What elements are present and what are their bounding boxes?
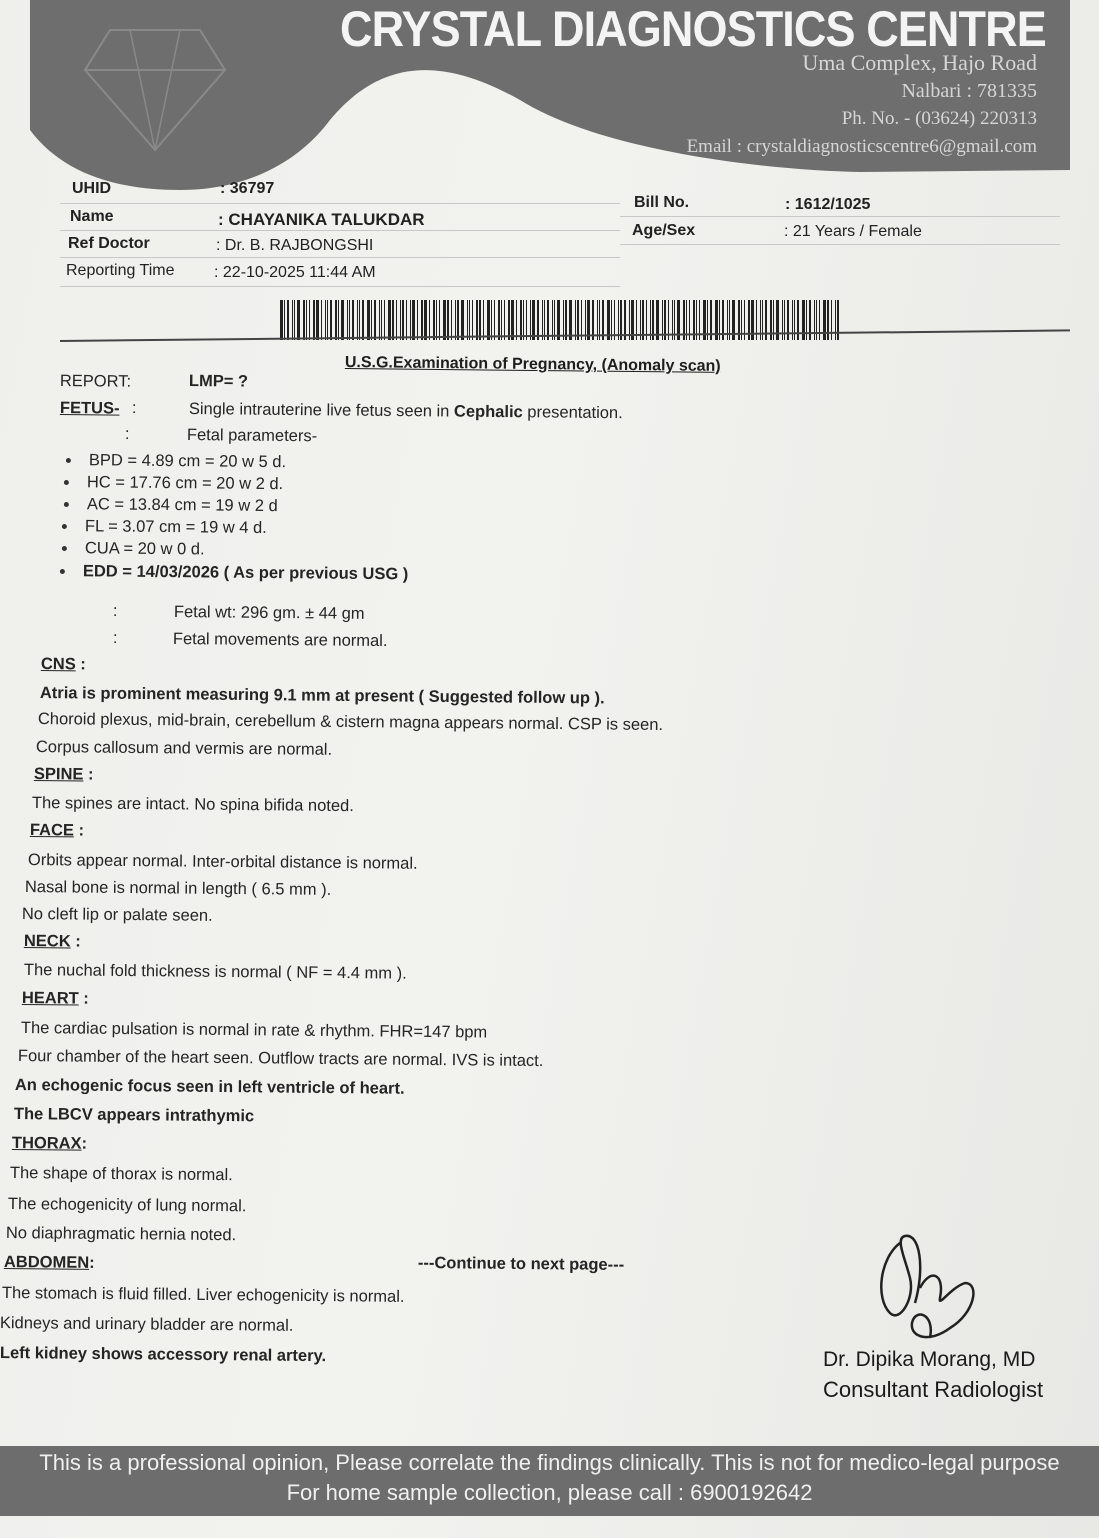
- cns-heading: CNS :: [40, 655, 86, 674]
- email-address: Email : crystaldiagnosticscentre6@gmail.com: [686, 136, 1037, 157]
- report-label: REPORT:: [59, 372, 132, 391]
- bill-no-label: Bill No.: [634, 194, 690, 211]
- abdomen-line-3: Left kidney shows accessory renal artery.: [0, 1344, 327, 1366]
- fetal-weight: Fetal wt: 296 gm. ± 44 gm: [173, 603, 365, 623]
- heart-line-1: The cardiac pulsation is normal in rate & rhythm. FHR=147 bpm: [20, 1019, 488, 1042]
- reporting-time-value: : 22-10-2025 11:44 AM: [214, 264, 376, 281]
- radiologist-designation: Consultant Radiologist: [823, 1377, 1044, 1402]
- cns-line-3: Corpus callosum and vermis are normal.: [35, 738, 333, 759]
- cns-line-1: Atria is prominent measuring 9.1 mm at present ( Suggested follow up ).: [39, 684, 605, 708]
- list-item: EDD = 14/03/2026 ( As per previous USG ): [60, 562, 409, 584]
- fetal-wt-separator: :: [112, 602, 118, 621]
- cns-line-2: Choroid plexus, mid-brain, cerebellum & cistern magna appears normal. CSP is seen.: [37, 710, 664, 735]
- divider: [60, 286, 620, 287]
- face-line-2: Nasal bone is normal in length ( 6.5 mm ).: [24, 878, 332, 899]
- lmp-text: LMP= ?: [188, 372, 249, 391]
- divider: [60, 230, 620, 231]
- uhid-value: : 36797: [220, 180, 275, 197]
- divider: [620, 216, 1060, 217]
- address-line2: Nalbari : 781335: [901, 80, 1037, 102]
- ref-doctor-value: : Dr. B. RAJBONGSHI: [216, 237, 374, 254]
- divider: [60, 257, 620, 258]
- list-item: AC = 13.84 cm = 19 w 2 d: [64, 495, 278, 516]
- name-value: : CHAYANIKA TALUKDAR: [218, 210, 425, 229]
- ref-doctor-label: Ref Doctor: [68, 235, 150, 252]
- address-line1: Uma Complex, Hajo Road: [802, 50, 1037, 75]
- thorax-heading: THORAX:: [11, 1134, 88, 1153]
- fetus-separator: :: [131, 399, 137, 418]
- heart-heading: HEART :: [21, 989, 89, 1008]
- signature-scribble: [870, 1228, 990, 1368]
- abdomen-line-2: Kidneys and urinary bladder are normal.: [0, 1314, 294, 1335]
- home-collection-text: For home sample collection, please call : 6900192642: [286, 1480, 813, 1505]
- list-item: FL = 3.07 cm = 19 w 4 d.: [62, 517, 267, 538]
- fetal-movements: Fetal movements are normal.: [172, 630, 388, 651]
- thorax-line-2: The echogenicity of lung normal.: [7, 1195, 247, 1216]
- disclaimer-text: This is a professional opinion, Please correlate the findings clinically. This is not for medico-legal purpose: [39, 1450, 1060, 1475]
- fetus-text: Single intrauterine live fetus seen in Cephalic presentation.: [188, 400, 623, 423]
- face-heading: FACE :: [29, 821, 85, 840]
- neck-heading: NECK :: [23, 932, 81, 951]
- heart-line-2: Four chamber of the heart seen. Outflow tracts are normal. IVS is intact.: [17, 1047, 544, 1071]
- list-item: BPD = 4.89 cm = 20 w 5 d.: [66, 451, 286, 472]
- face-line-1: Orbits appear normal. Inter-orbital distance is normal.: [27, 851, 418, 873]
- fetus-heading: FETUS-: [59, 399, 120, 418]
- fetal-parameters-label: Fetal parameters-: [186, 426, 318, 446]
- spine-heading: SPINE :: [33, 765, 94, 784]
- heart-line-3: An echogenic focus seen in left ventricle of heart.: [14, 1076, 405, 1098]
- fetal-mov-separator: :: [112, 629, 118, 648]
- neck-line-1: The nuchal fold thickness is normal ( NF = 4.4 mm ).: [23, 961, 407, 983]
- thorax-line-3: No diaphragmatic hernia noted.: [5, 1224, 237, 1245]
- reporting-time-label: Reporting Time: [66, 262, 175, 279]
- uhid-label: UHID: [72, 180, 112, 197]
- divider: [60, 203, 620, 204]
- report-title: U.S.G.Examination of Pregnancy, (Anomaly scan): [344, 354, 721, 375]
- divider: [620, 244, 1060, 245]
- face-line-3: No cleft lip or palate seen.: [21, 905, 213, 925]
- list-item: HC = 17.76 cm = 20 w 2 d.: [64, 473, 283, 494]
- params-separator: :: [124, 425, 130, 444]
- abdomen-heading: ABDOMEN:: [3, 1253, 95, 1272]
- radiologist-name: Dr. Dipika Morang, MD: [823, 1348, 1036, 1371]
- heart-line-4: The LBCV appears intrathymic: [13, 1105, 255, 1126]
- age-sex-value: : 21 Years / Female: [784, 223, 922, 240]
- age-sex-label: Age/Sex: [632, 222, 696, 239]
- spine-line-1: The spines are intact. No spina bifida noted.: [31, 794, 354, 816]
- name-label: Name: [70, 208, 114, 225]
- list-item: CUA = 20 w 0 d.: [62, 539, 205, 559]
- phone-number: Ph. No. - (03624) 220313: [841, 108, 1037, 129]
- bill-no-value: : 1612/1025: [785, 196, 871, 213]
- abdomen-line-1: The stomach is fluid filled. Liver echogenicity is normal.: [1, 1284, 405, 1306]
- centre-name: CRYSTAL DIAGNOSTICS CENTRE: [340, 1, 1046, 57]
- continue-note: ---Continue to next page---: [417, 1254, 625, 1274]
- thorax-line-1: The shape of thorax is normal.: [9, 1164, 233, 1185]
